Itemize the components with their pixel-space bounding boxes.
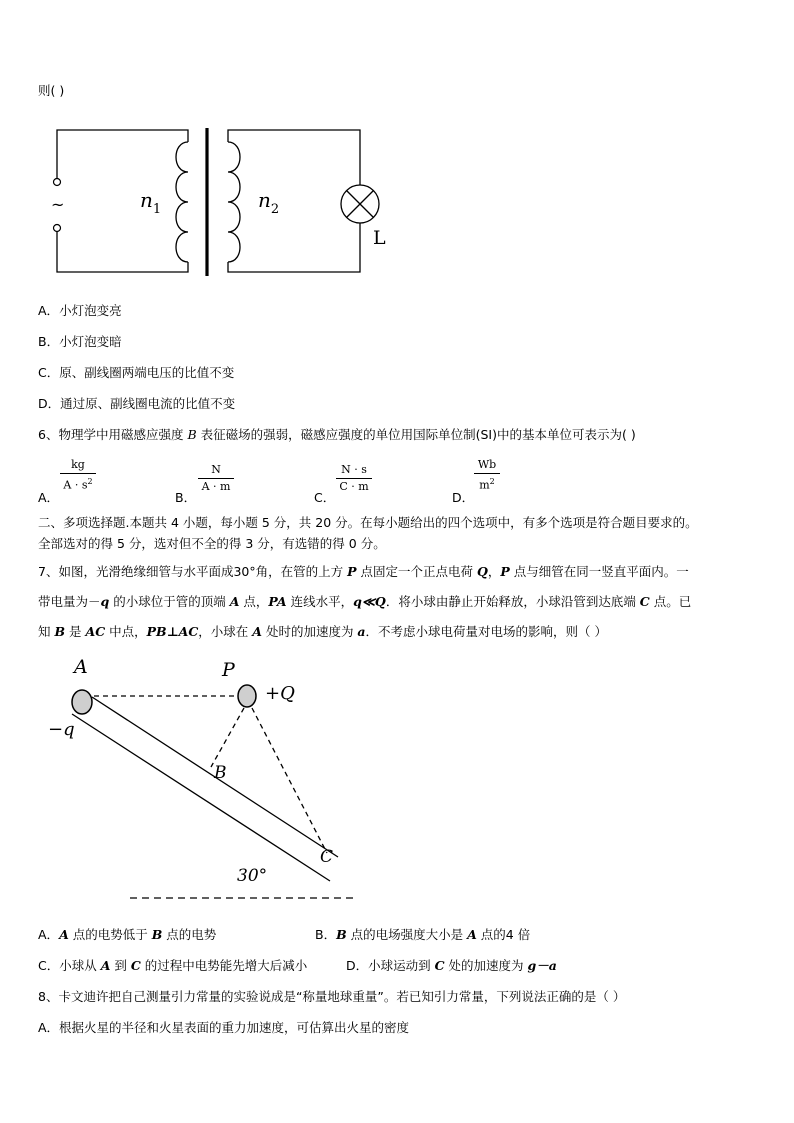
q5-option-c[interactable]: C．原、副线圈两端电压的比值不变 bbox=[38, 365, 235, 380]
label-angle: 30° bbox=[237, 866, 268, 886]
primary-wire bbox=[57, 130, 188, 179]
q6-option-b-label[interactable]: B． bbox=[175, 490, 197, 505]
q6-option-d-label[interactable]: D． bbox=[452, 490, 475, 505]
secondary-wire bbox=[228, 130, 360, 185]
q7-stem-line2: 带电量为－q 的小球位于管的顶端 A 点，PA 连线水平，q≪Q．将小球由静止开始释放，小球沿管到达底端 C 点。已 bbox=[38, 594, 692, 609]
q6-option-a-label[interactable]: A． bbox=[38, 490, 60, 505]
q6-option-c-label[interactable]: C． bbox=[314, 490, 336, 505]
label-minus-q: −q bbox=[48, 719, 75, 740]
svg-text:n1 bbox=[140, 188, 161, 217]
label-plus-q: +Q bbox=[265, 683, 295, 704]
terminal-bottom bbox=[54, 225, 61, 232]
q6-option-c-fraction: N · s C · m bbox=[336, 463, 372, 494]
secondary-wire-bottom bbox=[228, 223, 360, 272]
q7-option-b[interactable]: B．B 点的电场强度大小是 A 点的4 倍 bbox=[315, 927, 531, 942]
ball-a bbox=[72, 690, 92, 714]
pb-dashed-line bbox=[211, 708, 244, 767]
q5-option-d[interactable]: D．通过原、副线圈电流的比值不变 bbox=[38, 396, 236, 411]
n1-label: n bbox=[140, 188, 153, 212]
q7-stem-line1: 7、如图，光滑绝缘细管与水平面成30°角，在管的上方 P 点固定一个正点电荷 Q，P 点与细管在同一竖直平面内。一 bbox=[38, 564, 689, 579]
q6-option-d-fraction: Wb $m^2$ bbox=[474, 458, 500, 493]
q7-stem-line3: 知 B 是 AC 中点，PB⊥AC，小球在 A 处时的加速度为 a．不考虑小球电荷量对电场的影响，则（ ） bbox=[38, 624, 608, 639]
incline-tube-diagram bbox=[0, 650, 794, 910]
label-p: P bbox=[222, 659, 235, 681]
label-b: B bbox=[214, 763, 227, 783]
lamp-label: L bbox=[373, 227, 386, 249]
n2-label: n bbox=[258, 188, 271, 212]
secondary-coil bbox=[228, 142, 240, 262]
primary-wire-bottom bbox=[57, 230, 188, 272]
section2-heading-line1: 二、多项选择题.本题共 4 小题，每小题 5 分，共 20 分。在每小题给出的四个选项中，有多个选项是符合题目要求的。 bbox=[38, 515, 698, 530]
source-symbol: ~ bbox=[51, 195, 65, 214]
q8-option-a[interactable]: A．根据火星的半径和火星表面的重力加速度，可估算出火星的密度 bbox=[38, 1020, 410, 1035]
q6-stem: 6、物理学中用磁感应强度 B 表征磁场的强弱，磁感应强度的单位用国际单位制(SI)中的基本单位可表示为( ) bbox=[38, 427, 636, 442]
charge-p bbox=[238, 685, 256, 707]
q7-option-d[interactable]: D．小球运动到 C 处的加速度为 g－a bbox=[346, 958, 557, 973]
transformer-diagram bbox=[0, 110, 794, 400]
n2-subscript: 2 bbox=[270, 202, 280, 217]
section2-heading-line2: 全部选对的得 5 分，选对但不全的得 3 分，有选错的得 0 分。 bbox=[38, 536, 386, 551]
tube-lower-wall bbox=[72, 714, 330, 881]
q6-option-b-fraction: N A · m bbox=[198, 463, 234, 494]
question-tail: 则( ) bbox=[38, 83, 65, 98]
q5-option-a[interactable]: A．小灯泡变亮 bbox=[38, 303, 122, 318]
q5-option-b[interactable]: B．小灯泡变暗 bbox=[38, 334, 122, 349]
label-a: A bbox=[74, 656, 88, 678]
primary-coil bbox=[176, 142, 188, 262]
label-c: C bbox=[320, 847, 334, 867]
q7-option-a[interactable]: A．A 点的电势低于 B 点的电势 bbox=[38, 927, 217, 942]
svg-text:n2 bbox=[258, 188, 279, 217]
terminal-top bbox=[54, 179, 61, 186]
n1-subscript: 1 bbox=[152, 202, 162, 217]
q6-option-a-fraction: kg $A \cdot s^2$ bbox=[60, 458, 96, 493]
q8-stem: 8、卡文迪许把自己测量引力常量的实验说成是“称量地球重量”。若已知引力常量，下列说法正确的是（ ） bbox=[38, 989, 626, 1004]
q7-option-c[interactable]: C．小球从 A 到 C 的过程中电势能先增大后减小 bbox=[38, 958, 308, 973]
pc-dashed-line bbox=[252, 708, 327, 853]
